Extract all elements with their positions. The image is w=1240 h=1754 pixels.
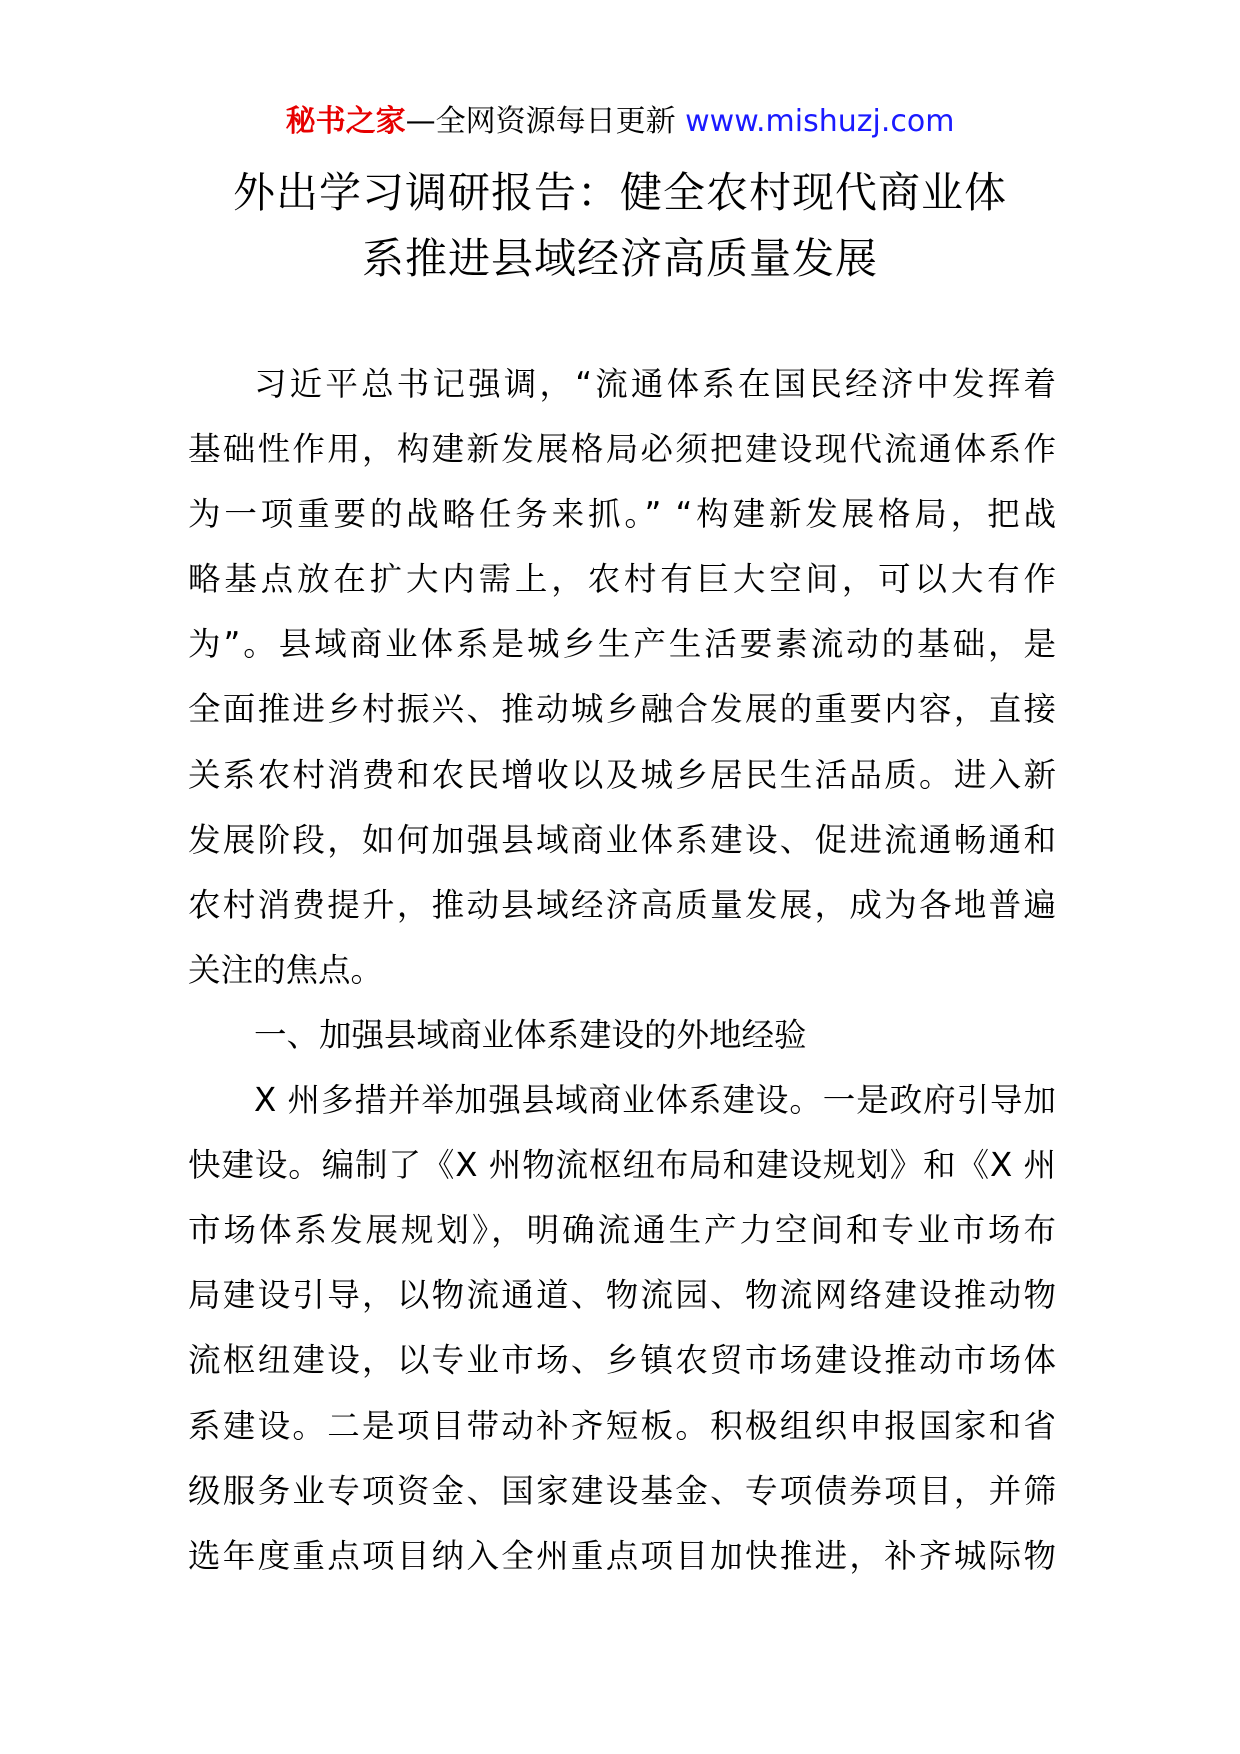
body-line: 快建设。编制了《X 州物流枢纽布局和建设规划》和《X 州 [188,1146,1056,1185]
body-line: 习近平总书记强调，“流通体系在国民经济中发挥着 [254,365,1056,403]
body-line: 系建设。二是项目带动补齐短板。积极组织申报国家和省 [188,1406,1056,1445]
body-line: 流枢纽建设，以专业市场、乡镇农贸市场建设推动市场体 [188,1341,1056,1380]
title-line-1: 外出学习调研报告：健全农村现代商业体 [232,168,1007,217]
body-line: 发展阶段，如何加强县域商业体系建设、促进流通畅通和 [188,820,1056,859]
document-title [180,160,1060,292]
body-line: 关系农村消费和农民增收以及城乡居民生活品质。进入新 [188,755,1056,794]
body-line: 选年度重点项目纳入全州重点项目加快推进，补齐城际物 [188,1536,1056,1575]
body-line: 关注的焦点。 [188,950,384,989]
body-line: 基础性作用，构建新发展格局必须把建设现代流通体系作 [188,430,1056,469]
body-line: 级服务业专项资金、国家建设基金、专项债券项目，并筛 [188,1471,1056,1510]
site-slogan: —全网资源每日更新 [405,104,676,139]
site-url[interactable]: www.mishuzj.com [685,104,955,139]
body-line: 为一项重要的战略任务来抓。” “构建新发展格局，把战 [188,495,1056,534]
body-line: 为”。县域商业体系是城乡生产生活要素流动的基础，是 [188,625,1056,664]
body-line: 农村消费提升，推动县域经济高质量发展，成为各地普遍 [188,885,1056,924]
section-heading: 一、加强县域商业体系建设的外地经验 [254,1015,807,1054]
document-body [188,352,1056,1589]
site-header [0,100,1240,144]
body-line: 市场体系发展规划》，明确流通生产力空间和专业市场布 [188,1211,1056,1250]
body-line: 局建设引导，以物流通道、物流园、物流网络建设推动物 [188,1276,1056,1315]
body-line: X 州多措并举加强县域商业体系建设。一是政府引导加 [254,1081,1056,1120]
body-line: 略基点放在扩大内需上，农村有巨大空间，可以大有作 [188,560,1056,599]
body-line: 全面推进乡村振兴、推动城乡融合发展的重要内容，直接 [188,690,1056,729]
site-name: 秘书之家 [285,104,406,139]
title-line-2: 系推进县域经济高质量发展 [361,234,878,283]
